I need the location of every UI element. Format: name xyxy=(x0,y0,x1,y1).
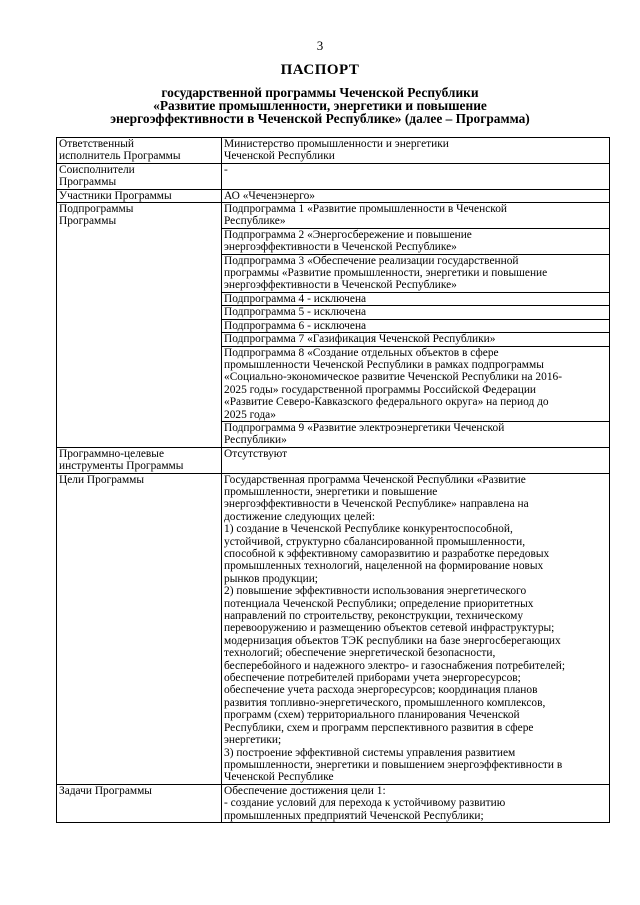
value-line: энергетики; xyxy=(224,734,282,747)
label-line: Участники Программы xyxy=(59,189,172,202)
subtitle-line: «Развитие промышленности, энергетики и повышение xyxy=(153,98,487,113)
value-line: промышленности Чеченской Республики в рамках подпрограммы xyxy=(224,358,544,371)
row-instruments xyxy=(57,447,610,473)
subprogram-9 xyxy=(222,421,610,447)
value-line: Республики, схем и программ перспективного развития в сфере xyxy=(224,721,534,734)
subprogram-3 xyxy=(222,254,610,292)
label-tasks xyxy=(57,784,222,822)
value-line: Подпрограмма 3 «Обеспечение реализации государственной xyxy=(224,254,519,267)
value-line: Подпрограмма 6 - исключена xyxy=(224,319,367,332)
value-line: устойчивой, структурно сбалансированной промышленности, xyxy=(224,535,526,548)
value-line: АО «Чеченэнерго» xyxy=(224,189,315,202)
value-line: Обеспечение достижения цели 1: xyxy=(224,784,386,797)
row-subprogram xyxy=(57,203,610,229)
label-line: инструменты Программы xyxy=(59,460,184,473)
value-line: Подпрограмма 8 «Создание отдельных объектов в сфере xyxy=(224,346,499,359)
subprogram-5 xyxy=(222,306,610,319)
value-line: потенциала Чеченской Республики; определение приоритетных xyxy=(224,597,534,610)
label-line: Цели Программы xyxy=(59,473,145,486)
value-line: рынков продукции; xyxy=(224,572,318,585)
page-number: 3 xyxy=(316,38,324,53)
label-line: Подпрограммы xyxy=(59,203,134,216)
label-line: Соисполнители xyxy=(59,163,135,176)
value-line: «Социально-экономическое развитие Чеченской Республики на 2016- xyxy=(224,371,563,384)
value-line: 2) повышение эффективности использования энергетического xyxy=(224,585,527,598)
value-line: 1) создание в Чеченской Республике конкурентоспособной, xyxy=(224,523,513,536)
row-coexecutors xyxy=(57,163,610,189)
value-line: программ (схем) территориального планирования Чеченской xyxy=(224,709,520,722)
value-line: Республике» xyxy=(224,215,286,228)
subprogram-8 xyxy=(222,346,610,421)
value-line: 3) построение эффективной системы управления развитием xyxy=(224,746,516,759)
value-line: Отсутствуют xyxy=(224,447,288,460)
value-line: развития топливно-энергетического, промышленного комплексов, xyxy=(224,696,546,709)
value-line: технологий; обеспечение энергетической безопасности, xyxy=(224,647,496,660)
subprogram-1 xyxy=(222,203,610,229)
value-line: Подпрограмма 1 «Развитие промышленности в Чеченской xyxy=(224,203,507,216)
value-line: бесперебойного и надежного электро- и газоснабжения потребителей; xyxy=(224,659,566,672)
subprogram-4 xyxy=(222,292,610,305)
label-line: Ответственный xyxy=(59,138,135,150)
value-line: Государственная программа Чеченской Республики «Развитие xyxy=(224,473,526,486)
subprogram-7 xyxy=(222,333,610,346)
value-line: Подпрограмма 7 «Газификация Чеченской Республики» xyxy=(224,333,496,346)
label-instruments xyxy=(57,447,222,473)
subprogram-6 xyxy=(222,319,610,332)
value-line: перевооружению и размещению объектов сетевой инфраструктуры; xyxy=(224,622,555,635)
row-goals xyxy=(57,473,610,784)
label-coexecutors xyxy=(57,163,222,189)
value-instruments xyxy=(222,447,610,473)
value-line: энергоэффективности в Чеченской Республике» xyxy=(224,241,457,254)
value-line: промышленных предприятий Чеченской Республики; xyxy=(224,809,484,822)
value-line: 2025 годы» государственной программы Российской Федерации xyxy=(224,383,537,396)
subtitle-line: государственной программы Чеченской Республики xyxy=(161,85,479,100)
value-line: энергоэффективности в Чеченской Республике» направлена на xyxy=(224,498,529,511)
value-line: достижение следующих целей: xyxy=(224,510,375,523)
label-line: исполнитель Программы xyxy=(59,150,181,163)
label-participants xyxy=(57,189,222,202)
row-tasks xyxy=(57,784,610,822)
label-subprograms xyxy=(57,203,222,448)
value-line: обеспечение учета расхода энергоресурсов; координация планов xyxy=(224,684,538,697)
value-line: энергоэффективности в Чеченской Республике» xyxy=(224,279,457,292)
label-line: Задачи Программы xyxy=(59,784,152,797)
value-line: обеспечение потребителей приборами учета энергоресурсов; xyxy=(224,672,521,685)
label-goals xyxy=(57,473,222,784)
row-participants xyxy=(57,189,610,202)
value-line: Республики» xyxy=(224,434,287,447)
label-executor xyxy=(57,138,222,164)
value-line: Министерство промышленности и энергетики xyxy=(224,138,449,150)
label-line: Программы xyxy=(59,176,117,189)
row-executor xyxy=(57,138,610,164)
passport-title: ПАСПОРТ xyxy=(280,62,360,78)
value-line: - xyxy=(224,163,228,176)
value-line: промышленности, энергетики и повышение xyxy=(224,485,438,498)
value-line: Чеченской Республики xyxy=(224,150,335,163)
value-line: Подпрограмма 9 «Развитие электроэнергетики Чеченской xyxy=(224,421,505,434)
value-line: Чеченской Республике xyxy=(224,771,334,784)
value-goals xyxy=(222,473,610,784)
passport-table xyxy=(56,137,610,823)
value-line: Подпрограмма 2 «Энергосбережение и повышение xyxy=(224,228,472,241)
value-line: Подпрограмма 5 - исключена xyxy=(224,306,367,319)
value-line: способной к эффективному саморазвитию и разработке передовых xyxy=(224,548,550,560)
value-line: промышленных технологий, нацеленной на формирование новых xyxy=(224,560,544,573)
value-line: - создание условий для перехода к устойчивому развитию xyxy=(224,797,506,810)
value-tasks xyxy=(222,784,610,822)
subtitle-line: энергоэффективности в Чеченской Республике» (далее – Программа) xyxy=(110,111,530,126)
value-line: направлений по строительству, реконструкции, техническому xyxy=(224,610,524,623)
value-executor xyxy=(222,138,610,164)
subprogram-2 xyxy=(222,228,610,254)
value-line: 2025 года» xyxy=(224,408,276,421)
value-line: «Развитие Северо-Кавказского федерального округа» на период до xyxy=(224,396,549,409)
value-line: программы «Развитие промышленности, энергетики и повышение xyxy=(224,267,548,280)
value-participants xyxy=(222,189,610,202)
value-coexecutors xyxy=(222,163,610,189)
label-line: Программы xyxy=(59,215,117,228)
value-line: модернизация объектов ТЭК республики на базе энергосберегающих xyxy=(224,634,561,647)
value-line: промышленности, энергетики и повышением энергоэффективности в xyxy=(224,758,563,771)
value-line: Подпрограмма 4 - исключена xyxy=(224,292,367,305)
label-line: Программно-целевые xyxy=(59,447,165,460)
